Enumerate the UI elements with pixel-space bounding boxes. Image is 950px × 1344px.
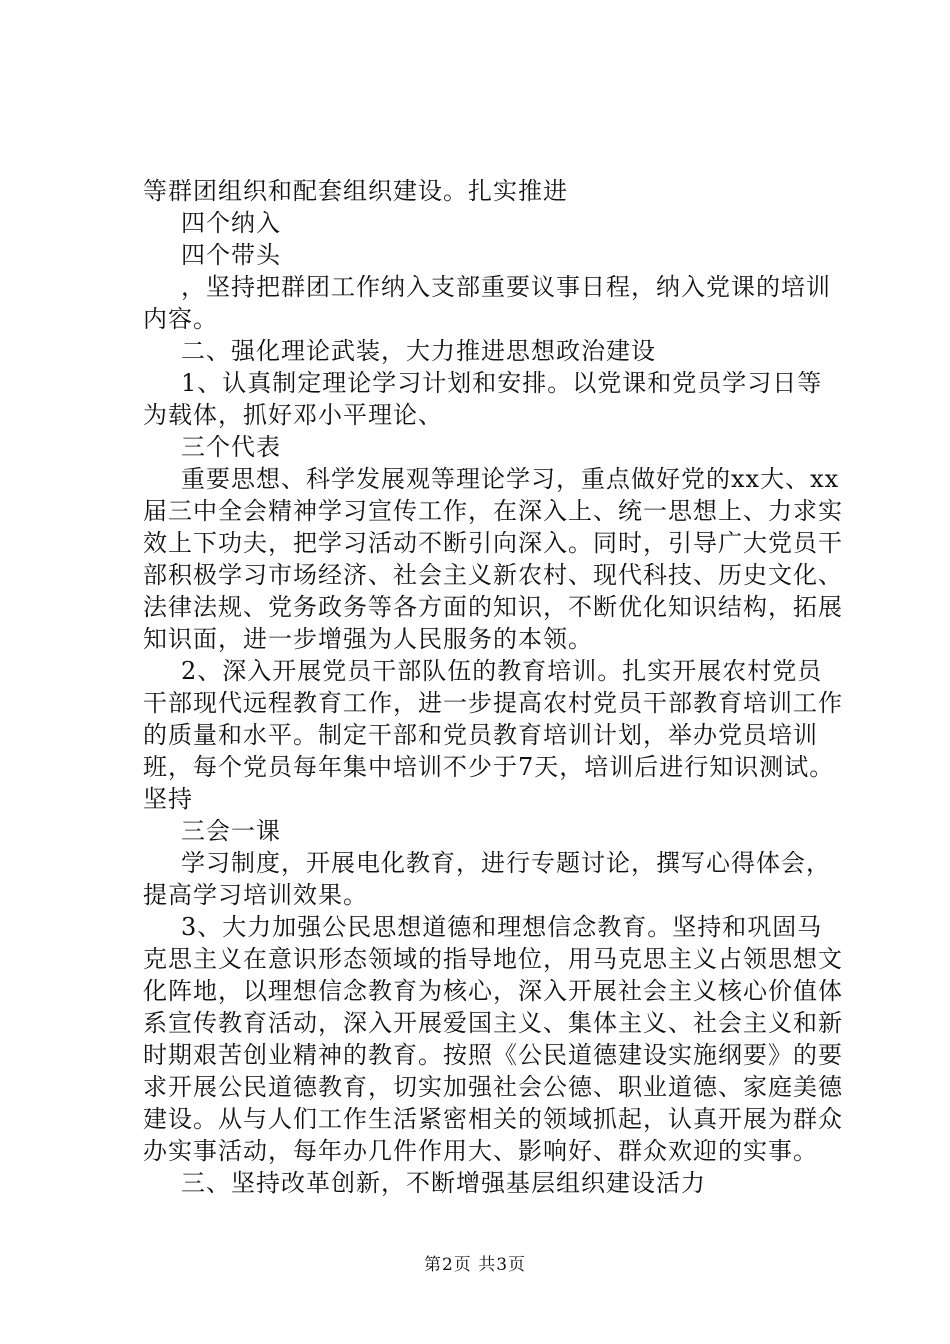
paragraph-12: 3、大力加强公民思想道德和理想信念教育。坚持和巩固马克思主义在意识形态领域的指导地位，用马克思主义占领思想文化阵地，以理想信念教育为核心，深入开展社会主义核心价值体系宣传教育活动，深入开展爱国主义、集体主义、社会主义和新时期艰苦创业精神的教育。按照《公民道德建设实施纲要》的要求开展公民道德教育，切实加强社会公德、职业道德、家庭美德建设。从与人们工作生活紧密相关的领域抓起，认真开展为群众办实事活动，每年办几件作用大、影响好、群众欢迎的实事。 <box>143 913 843 1165</box>
paragraph-2: 四个纳入 <box>181 209 281 237</box>
paragraph-8: 重要思想、科学发展观等理论学习，重点做好党的xx大、xx届三中全会精神学习宣传工作，在深入上、统一思想上、力求实效上下功夫，把学习活动不断引向深入。同时，引导广大党员干部积极学习市场经济、社会主义新农村、现代科技、历史文化、法律法规、党务政务等各方面的知识，不断优化知识结构，拓展知识面，进一步增强为人民服务的本领。 <box>143 465 843 653</box>
paragraph-3: 四个带头 <box>181 241 281 269</box>
paragraph-4: ，坚持把群团工作纳入支部重要议事日程，纳入党课的培训内容。 <box>143 273 831 333</box>
section-heading-2: 二、强化理论武装，大力推进思想政治建设 <box>181 337 656 365</box>
paragraph-10: 三会一课 <box>181 817 281 845</box>
paragraph-1: 等群团组织和配套组织建设。扎实推进 <box>143 177 568 205</box>
section-heading-3: 三、坚持改革创新，不断增强基层组织建设活力 <box>181 1169 706 1197</box>
paragraph-7: 三个代表 <box>181 433 281 461</box>
paragraph-6: 1、认真制定理论学习计划和安排。以党课和党员学习日等为载体，抓好邓小平理论、 <box>143 369 823 429</box>
paragraph-9: 2、深入开展党员干部队伍的教育培训。扎实开展农村党员干部现代远程教育工作，进一步提高农村党员干部教育培训工作的质量和水平。制定干部和党员教育培训计划，举办党员培训班，每个党员每年集中培训不少于7天，培训后进行知识测试。坚持 <box>143 657 843 813</box>
page-number-label: 第2页 共3页 <box>423 1255 527 1275</box>
page-footer <box>0 1250 950 1275</box>
document-body <box>143 175 843 1199</box>
paragraph-11: 学习制度，开展电化教育，进行专题讨论，撰写心得体会，提高学习培训效果。 <box>143 849 831 909</box>
